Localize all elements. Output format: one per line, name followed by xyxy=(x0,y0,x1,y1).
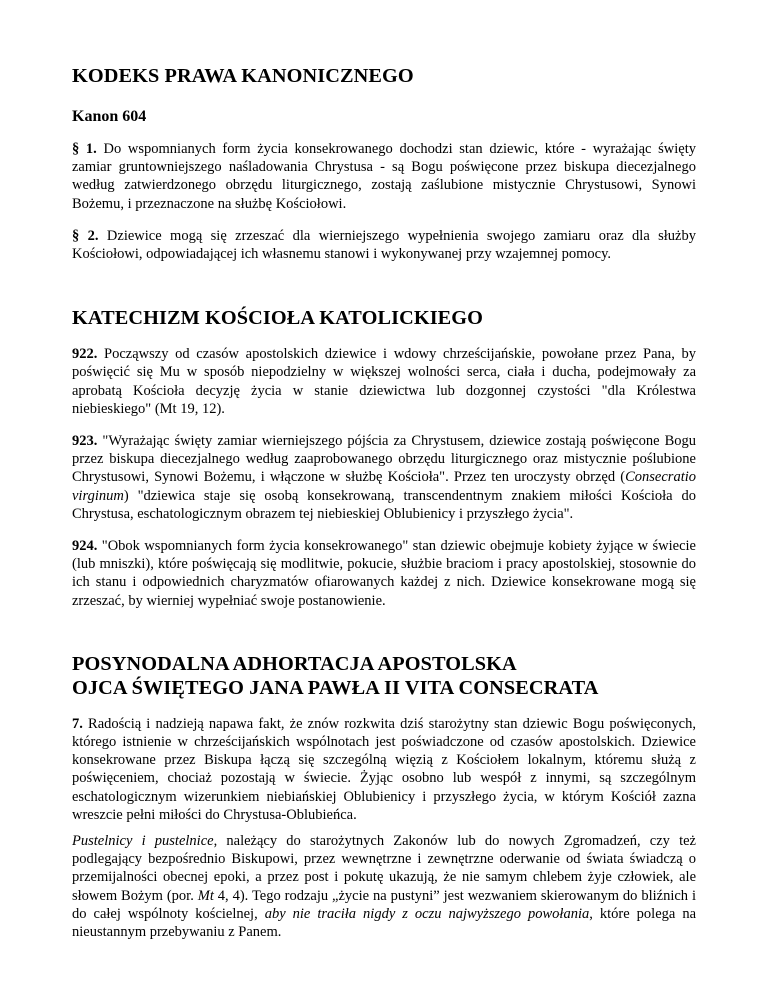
paragraph-number: 922. xyxy=(72,346,98,363)
paragraph-text: Radością i nadzieją napawa fakt, że znów rozkwita dziś starożytny stan dziewic Bogu poświęconych, którego istnienie w chrześcijańskich wspólnotach jest poświadczone od czasów apostolskich. Dziewice konsekrowane przez Biskupa łączą się szczególną więzią z Kościołem lokalnym, któremu służą z poświęceniem, chociaż pozostają w świecie. Żyjąc osobno lub wespół z innymi, są szczególnym eschatologicznym wizerunkiem niebiańskiej Oblubienicy i przyszłego życia, w którym Kościół zazna wreszcie pełni miłości do Chrystusa-Oblubieńca. xyxy=(72,715,696,823)
paragraph-number: 923. xyxy=(72,433,98,450)
paragraph-text: Dziewice mogą się zrzeszać dla wierniejszego wypełnienia swojego zamiaru oraz dla służby Kościołowi, odpowiadającej ich własnemu stanowi i wykonywanej przy wzajemnej pomocy. xyxy=(72,227,696,263)
heading-line-1: POSYNODALNA ADHORTACJA APOSTOLSKA xyxy=(72,652,517,675)
document-content xyxy=(72,50,696,941)
bible-reference: Mt xyxy=(197,887,214,904)
heading-adhortacja xyxy=(72,652,696,701)
paragraph-number: 7. xyxy=(72,715,83,732)
paragraph-text: Do wspomnianych form życia konsekrowanego dochodzi stan dziewic, które - wyrażając święty zamiar gruntowniejszego naśladowania Chrystusa - są Bogu poświęcone przez biskupa diecezjalnego według zatwierdzonego obrzędu liturgicznego, zostają zaślubione mistycznie Chrystusowi, Synowi Bożemu, i przeznaczone na służbę Kościołowi. xyxy=(72,141,696,212)
heading-kanon-604: Kanon 604 xyxy=(72,108,147,125)
heading-katechizm: KATECHIZM KOŚCIOŁA KATOLICKIEGO xyxy=(72,307,484,330)
canon-604-paragraph-2 xyxy=(72,227,696,263)
paragraph-number: 924. xyxy=(72,538,98,555)
katechizm-paragraph-924 xyxy=(72,537,696,610)
paragraph-number: § 1. xyxy=(72,141,97,157)
adhortacja-paragraph-7 xyxy=(72,715,696,824)
paragraph-number: § 2. xyxy=(72,227,99,244)
paragraph-text: "Wyrażając święty zamiar wierniejszego pójścia za Chrystusem, dziewice zostają poświęcone Bogu przez biskupa diecezjalnego według zaaprobowanego obrzędu liturgicznego oraz mistycznie poślubione Chrystusowi, Synowi Bożemu, i włączone w służbę Kościoła". Przez ten uroczysty obrzęd ( xyxy=(72,433,696,486)
paragraph-text-end: , które polega na nieustannym przebywaniu z Panem. xyxy=(72,905,696,941)
paragraph-text: , należący do starożytnych Zakonów lub do nowych Zgromadzeń, czy też podlegający bezpośrednio Biskupowi, przez wewnętrzne i zewnętrzne oderwanie od świata świadczą o przemijalności obecnej epoki, a przez post i pokutę ukazują, że nie samym chlebem żyje człowiek, ale słowem Bożym (por. xyxy=(72,833,696,904)
paragraph-text: Począwszy od czasów apostolskich dziewice i wdowy chrześcijańskie, powołane przez Pana, by poświęcić się Mu w sposób niepodzielny w większej wolności serca, ciała i ducha, podejmowały za aprobatą Kościoła decyzję życia w stanie dziewictwa lub dozgonnej czystości "dla Królestwa niebieskiego" (Mt 19, 12). xyxy=(72,346,696,417)
katechizm-paragraph-923 xyxy=(72,432,696,523)
adhortacja-paragraph-pustelnicy xyxy=(72,832,696,941)
paragraph-text-cont: 4, 4). Tego rodzaju „życie na pustyni” jest wezwaniem skierowanym do bliźnich i do całej wspólnoty kościelnej, xyxy=(72,887,696,922)
heading-line-2: OJCA ŚWIĘTEGO JANA PAWŁA II VITA CONSECRATA xyxy=(72,677,599,700)
heading-kodeks: KODEKS PRAWA KANONICZNEGO xyxy=(72,65,414,87)
italic-lead: Pustelnicy i pustelnice xyxy=(72,833,214,850)
paragraph-text: "Obok wspomnianych form życia konsekrowanego" stan dziewic obejmuje kobiety żyjące w świecie (lub mniszki), które poświęcają się modlitwie, pokucie, służbie braciom i pracy apostolskiej, stosownie do ich stanu i odpowiednich charyzmatów ofiarowanych każdej z nich. Dziewice konsekrowane mogą się zrzeszać, by wierniej wypełniać swoje postanowienie. xyxy=(72,538,696,609)
paragraph-text-cont: ) "dziewica staje się osobą konsekrowaną, transcendentnym znakiem miłości Kościoła do Chrystusa, eschatologicznym obrazem tej niebieskiej Oblubienicy i przyszłego życia". xyxy=(72,487,696,522)
italic-quote: aby nie traciła nigdy z oczu najwyższego powołania xyxy=(264,905,590,922)
canon-604-paragraph-1 xyxy=(72,140,696,213)
latin-term: Consecratio virginum xyxy=(72,469,696,504)
katechizm-paragraph-922 xyxy=(72,345,696,418)
